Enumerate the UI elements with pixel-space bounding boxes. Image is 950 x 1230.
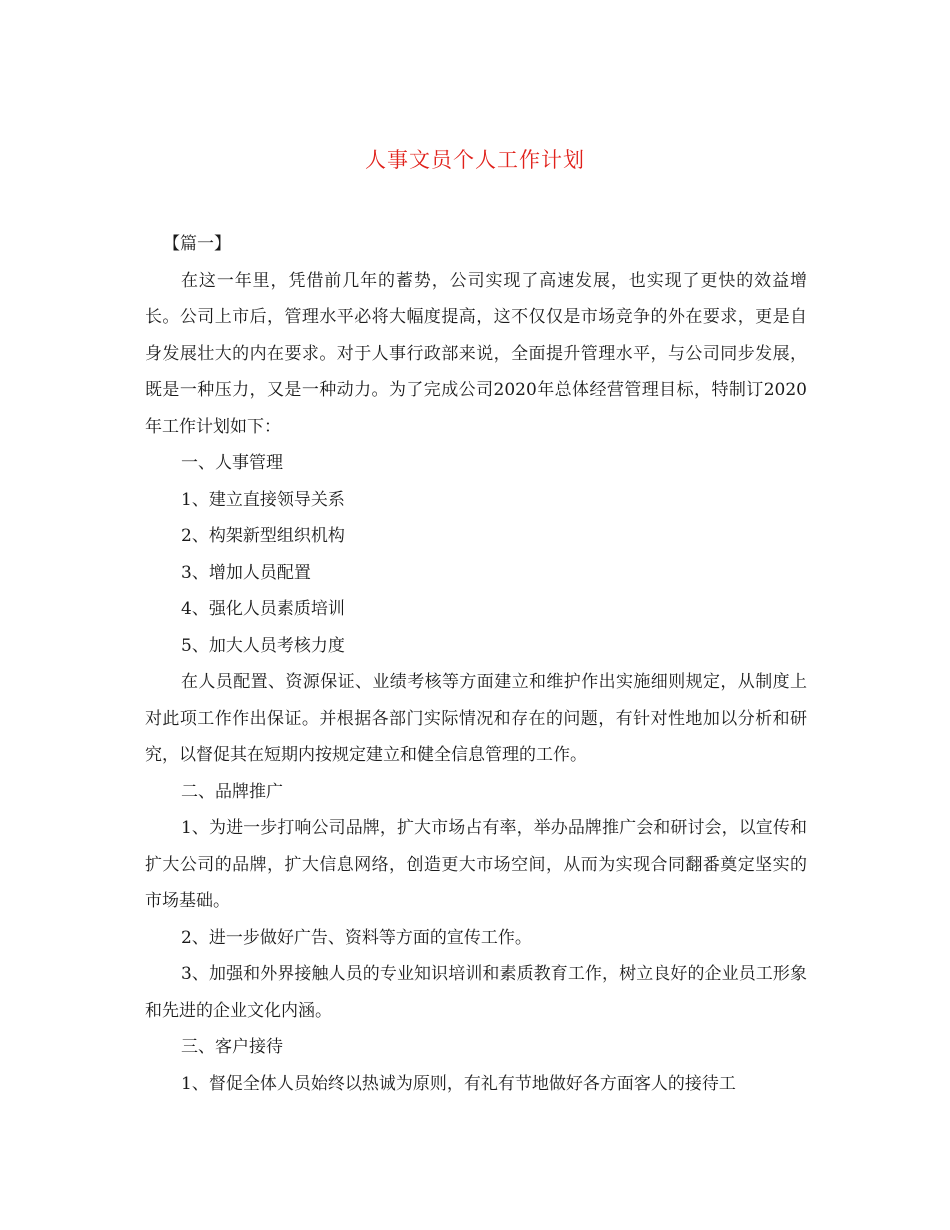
list-item: 5、加大人员考核力度 bbox=[181, 635, 345, 656]
document-title: 人事文员个人工作计划 bbox=[365, 148, 585, 172]
section-label: 【篇一】 bbox=[163, 234, 231, 254]
list-item: 1、督促全体人员始终以热诚为原则，有礼有节地做好各方面客人的接待工 bbox=[181, 1073, 736, 1094]
list-item: 1、为进一步打响公司品牌，扩大市场占有率，举办品牌推广会和研讨会，以宣传和扩大公司的品牌，扩大信息网络，创造更大市场空间，从而为实现合同翻番奠定坚实的市场基础。 bbox=[145, 818, 807, 911]
intro-paragraph: 在这一年里，凭借前几年的蓄势，公司实现了高速发展，也实现了更快的效益增长。公司上市后，管理水平必将大幅度提高，这不仅仅是市场竞争的外在要求，更是自身发展壮大的内在要求。对于人事行政部来说，全面提升管理水平，与公司同步发展，既是一种压力，又是一种动力。为了完成公司2020年总体经营管理目标，特制订2020年工作计划如下： bbox=[145, 270, 807, 437]
heading-brand-promotion: 二、品牌推广 bbox=[181, 781, 283, 802]
list-item: 4、强化人员素质培训 bbox=[181, 599, 345, 619]
heading-personnel-management: 一、人事管理 bbox=[181, 453, 283, 473]
heading-customer-reception: 三、客户接待 bbox=[181, 1037, 283, 1057]
list-item: 3、增加人员配置 bbox=[181, 562, 311, 583]
list-item: 1、建立直接领导关系 bbox=[181, 489, 345, 510]
body-paragraph: 在人员配置、资源保证、业绩考核等方面建立和维护作出实施细则规定，从制度上对此项工作作出保证。并根据各部门实际情况和存在的问题，有针对性地加以分析和研究，以督促其在短期内按规定建立和健全信息管理的工作。 bbox=[145, 672, 807, 765]
list-item: 3、加强和外界接触人员的专业知识培训和素质教育工作，树立良好的企业员工形象和先进的企业文化内涵。 bbox=[145, 964, 807, 1021]
list-item: 2、构架新型组织机构 bbox=[181, 526, 345, 546]
list-item: 2、进一步做好广告、资料等方面的宣传工作。 bbox=[181, 927, 532, 948]
document-body bbox=[145, 226, 807, 1102]
